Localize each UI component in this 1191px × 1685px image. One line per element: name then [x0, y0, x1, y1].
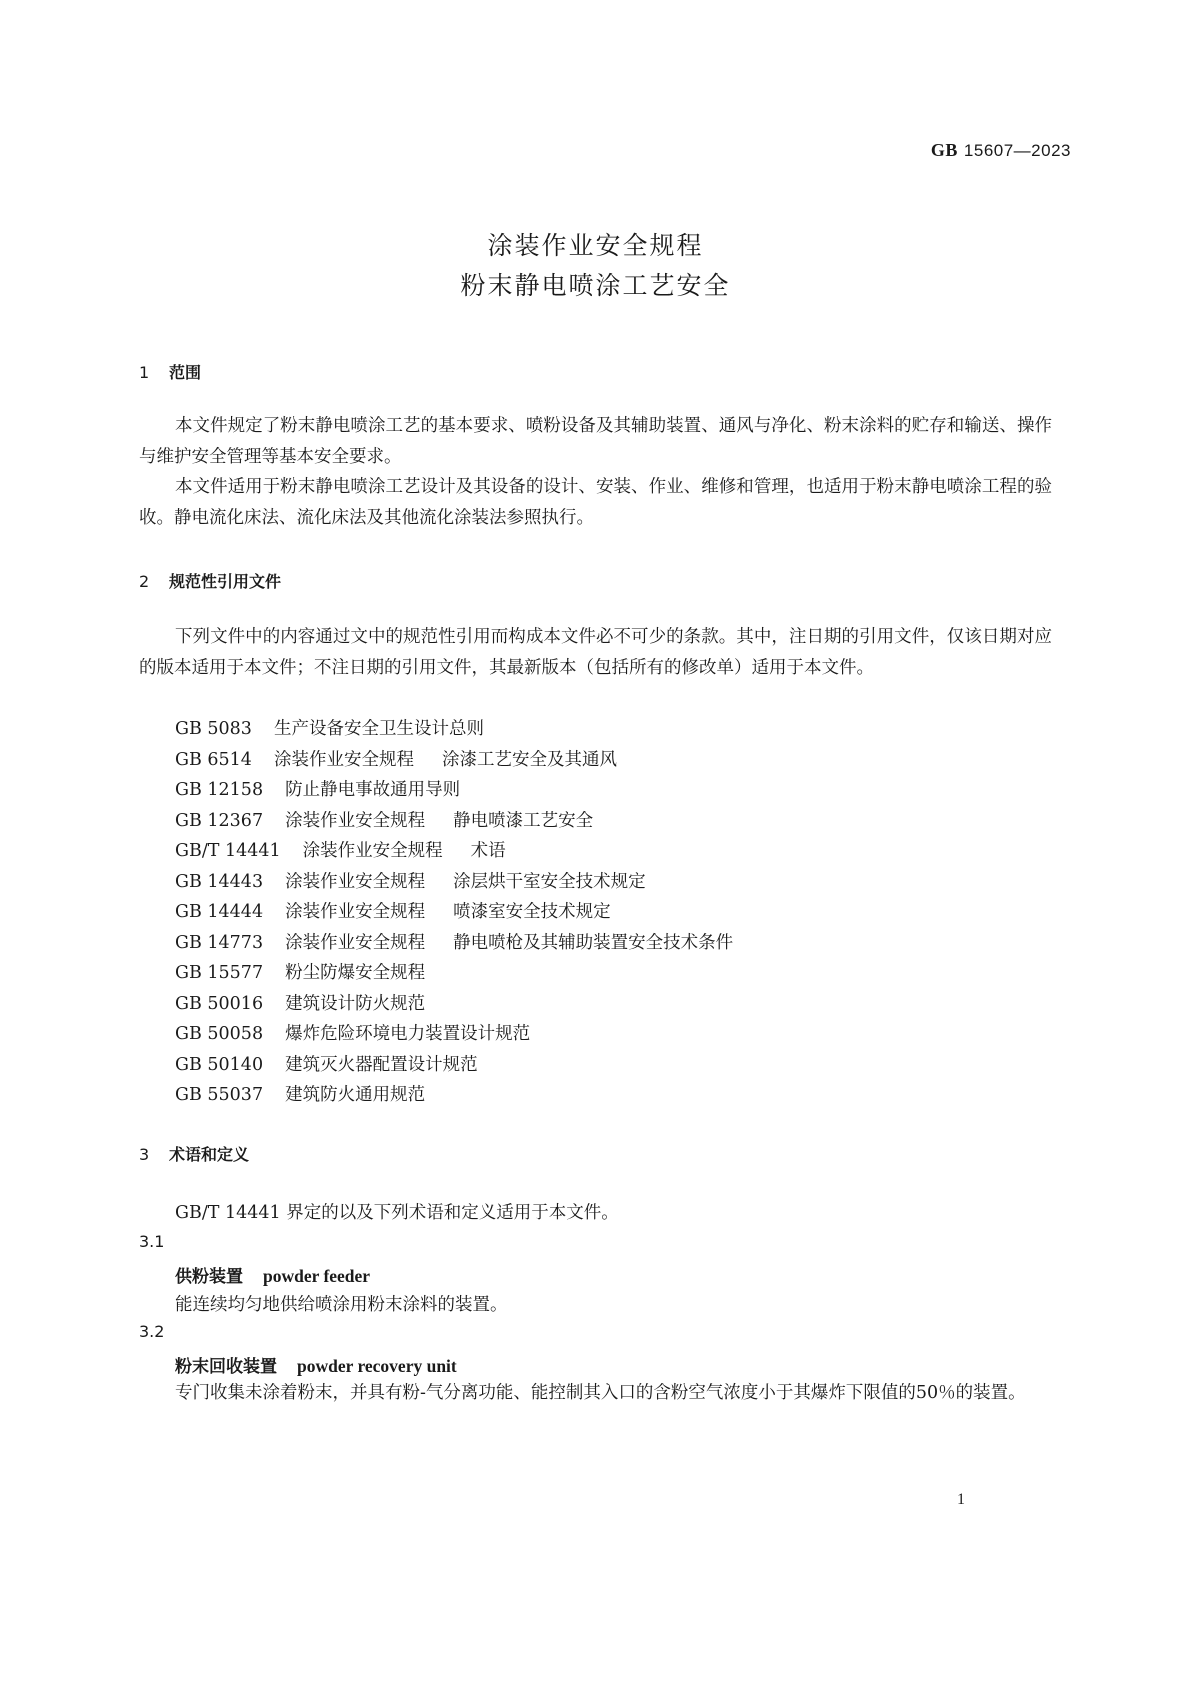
- reference-subtitle: 术语: [470, 841, 506, 861]
- reference-item: [175, 714, 733, 745]
- section-number: 3: [139, 1145, 150, 1164]
- term-definition: 专门收集未涂着粉末，并具有粉-气分离功能、能控制其入口的含粉空气浓度小于其爆炸下限值的50％的装置。: [175, 1383, 1026, 1403]
- paragraph: 下列文件中的内容通过文中的规范性引用而构成本文件必不可少的条款。其中，注日期的引用文件，仅该日期对应的版本适用于本文件；不注日期的引用文件，其最新版本（包括所有的修改单）适用于本文件。: [139, 627, 1052, 678]
- term-number: 3.2: [139, 1322, 165, 1341]
- reference-subtitle: 涂漆工艺安全及其通风: [441, 749, 617, 770]
- document-title-line2: 粉末静电喷涂工艺安全: [460, 271, 731, 300]
- reference-subtitle: 静电喷枪及其辅助装置安全技术条件: [453, 932, 734, 953]
- reference-title: 防止静电事故通用导则: [285, 780, 461, 800]
- paragraph: 本文件规定了粉末静电喷涂工艺的基本要求、喷粉设备及其辅助装置、通风与净化、粉末涂料的贮存和输送、操作与维护安全管理等基本安全要求。: [139, 416, 1052, 467]
- reference-item: [175, 958, 733, 989]
- reference-title: 涂装作业安全规程: [285, 871, 426, 892]
- reference-code: GB 6514: [175, 749, 252, 770]
- reference-code: GB 55037: [175, 1085, 264, 1105]
- reference-item: [175, 745, 733, 776]
- term-zh: 供粉装置: [175, 1267, 243, 1287]
- term-number: 3.1: [139, 1232, 165, 1251]
- reference-code: GB 14444: [175, 902, 264, 922]
- section-number: 1: [139, 363, 150, 382]
- reference-code: GB 50016: [175, 993, 264, 1014]
- standard-prefix: GB: [930, 140, 958, 160]
- reference-subtitle: 涂层烘干室安全技术规定: [453, 871, 646, 892]
- section-body-scope: [139, 411, 1052, 533]
- term-definition-block: [139, 1378, 1052, 1409]
- reference-title: 建筑设计防火规范: [285, 993, 426, 1014]
- term-zh: 粉末回收装置: [175, 1357, 277, 1377]
- reference-item: [175, 897, 733, 928]
- reference-subtitle: 静电喷漆工艺安全: [453, 810, 594, 831]
- standard-number: [931, 140, 1071, 161]
- section-heading-normative-references: [139, 569, 281, 592]
- reference-item: [175, 1080, 733, 1111]
- reference-code: GB 12367: [175, 810, 264, 831]
- reference-item: [175, 806, 733, 837]
- reference-item: [175, 775, 733, 806]
- section-title: 范围: [169, 363, 202, 382]
- reference-title: 涂装作业安全规程: [285, 932, 426, 953]
- reference-title: 涂装作业安全规程: [285, 902, 426, 922]
- reference-subtitle: 喷漆室安全技术规定: [453, 902, 611, 922]
- page-number: 1: [957, 1491, 965, 1508]
- reference-code: GB 15577: [175, 963, 264, 983]
- term-definition: 能连续均匀地供给喷涂用粉末涂料的装置。: [175, 1295, 508, 1315]
- reference-list: [175, 714, 733, 1111]
- reference-title: 涂装作业安全规程: [273, 749, 414, 770]
- term-heading: [175, 1262, 370, 1287]
- section-title: 术语和定义: [169, 1145, 250, 1164]
- reference-title: 粉尘防爆安全规程: [285, 963, 426, 983]
- reference-title: 涂装作业安全规程: [285, 810, 426, 831]
- section-intro-references: [139, 622, 1052, 683]
- reference-title: 生产设备安全卫生设计总则: [273, 719, 484, 739]
- reference-code: GB 14443: [175, 871, 264, 892]
- terms-intro: GB/T 14441 界定的以及下列术语和定义适用于本文件。: [175, 1203, 619, 1223]
- term-en: powder recovery unit: [297, 1356, 457, 1376]
- reference-title: 建筑防火通用规范: [285, 1085, 426, 1105]
- reference-code: GB 14773: [175, 932, 264, 953]
- reference-code: GB 12158: [175, 780, 264, 800]
- reference-code: GB 50140: [175, 1054, 264, 1075]
- reference-item: [175, 836, 733, 867]
- reference-title: 爆炸危险环境电力装置设计规范: [285, 1024, 531, 1044]
- paragraph: 本文件适用于粉末静电喷涂工艺设计及其设备的设计、安装、作业、维修和管理，也适用于粉末静电喷涂工程的验收。静电流化床法、流化床法及其他流化涂装法参照执行。: [139, 477, 1052, 528]
- section-heading-terms: [139, 1142, 249, 1165]
- reference-code: GB/T 14441: [175, 841, 281, 861]
- section-number: 2: [139, 572, 150, 591]
- reference-title: 建筑灭火器配置设计规范: [285, 1054, 478, 1075]
- document-title-line1: 涂装作业安全规程: [487, 231, 704, 260]
- term-heading: [175, 1352, 457, 1377]
- reference-code: GB 50058: [175, 1024, 264, 1044]
- section-title: 规范性引用文件: [169, 572, 282, 591]
- reference-code: GB 5083: [175, 719, 252, 739]
- reference-item: [175, 989, 733, 1020]
- reference-item: [175, 1050, 733, 1081]
- standard-code: 15607—2023: [963, 141, 1071, 160]
- reference-item: [175, 867, 733, 898]
- reference-item: [175, 928, 733, 959]
- reference-title: 涂装作业安全规程: [302, 841, 443, 861]
- term-en: powder feeder: [263, 1266, 371, 1286]
- reference-item: [175, 1019, 733, 1050]
- section-heading-scope: [139, 360, 201, 383]
